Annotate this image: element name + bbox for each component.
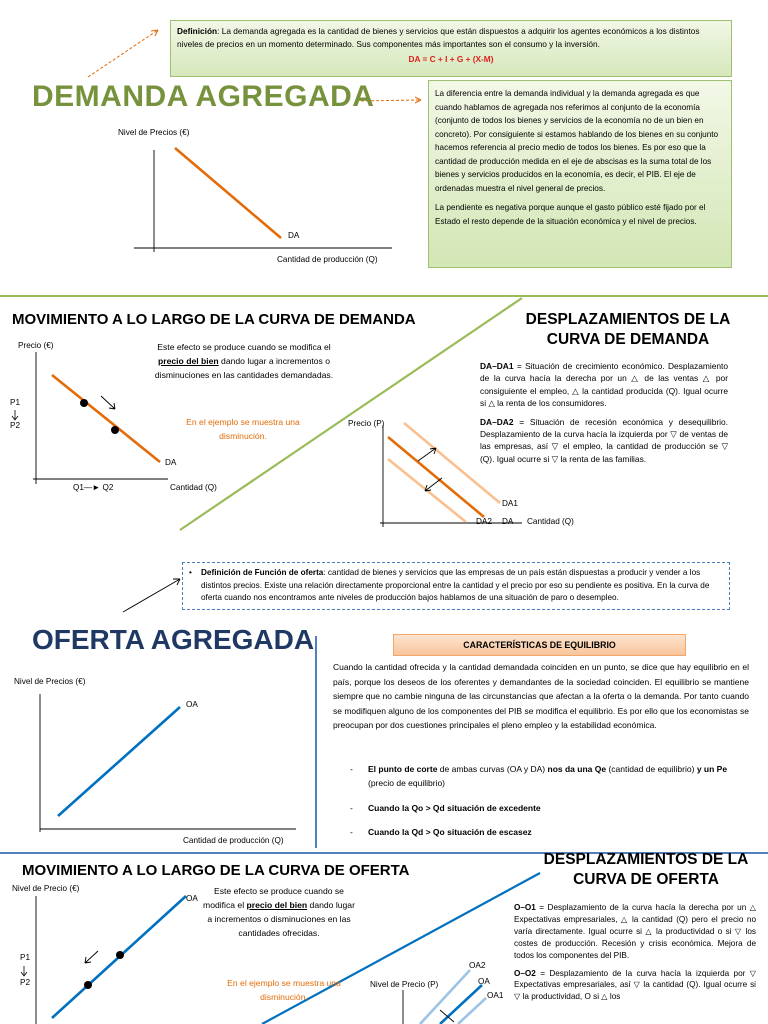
desp-oa1-label: OA1 xyxy=(487,991,504,1000)
oa-graph-xlabel: Cantidad de producción (Q) xyxy=(183,836,284,845)
mov-oferta-title: MOVIMIENTO A LO LARGO DE LA CURVA DE OFERTA xyxy=(22,862,410,879)
mov-demanda-example: En el ejemplo se muestra una disminución. xyxy=(186,417,300,441)
mov-demanda-explanation xyxy=(150,340,338,382)
equilibrio-item-2-text: Cuando la Qo > Qd situación de excedente xyxy=(368,803,541,813)
equilibrio-heading: CARACTERÍSTICAS DE EQUILIBRIO xyxy=(393,634,686,656)
mov-oa-movement-arrow xyxy=(85,951,98,963)
desp-da-arrow-1 xyxy=(418,448,436,461)
desp-o2-text: = Desplazamiento de la curva hacía la izquierda por ▽ Expectativas empresariales, así ▽ la cantidad (Q). Igual ocurre si ▽ la productividad, O si △ los xyxy=(514,968,756,1002)
equilibrio-item-1-a: El punto de corte xyxy=(368,764,438,774)
oferta-agregada-title: OFERTA AGREGADA xyxy=(32,624,315,655)
desp-da-arrow-2 xyxy=(425,478,442,491)
desp-oa-ylabel: Nivel de Precio (P) xyxy=(370,980,439,989)
connector-arrow-top xyxy=(88,30,158,77)
demanda-definition-box xyxy=(170,20,732,77)
desp-da1-label: DA–DA1 xyxy=(480,361,514,371)
equilibrio-item-1-c: nos da una Qe xyxy=(547,764,607,774)
mov-oa-p1: P1 xyxy=(20,953,31,962)
equilibrio-item-1-d: (cantidad de equilibrio) xyxy=(606,764,697,774)
desp-o2-paragraph xyxy=(514,968,756,1004)
desp-oferta-text xyxy=(514,902,756,1009)
desp-o1-text: = Desplazamiento de la curva hacía la derecha por un △ Expectativas empresariales, △ la cantidad (Q) pero el precio no varía directamente. Igual ocurre si △ la productividad o si ▽ los costes de producción. Recesión y crisis económica. Mejora de todos los componentes del PIB. xyxy=(514,903,756,960)
demanda-formula: DA = C + I + G + (X-M) xyxy=(408,54,494,64)
desp-da-ylabel: Precio (P) xyxy=(348,419,385,428)
oa-graph-ylabel: Nivel de Precios (€) xyxy=(14,677,86,686)
dash-icon: - xyxy=(350,764,353,774)
desp-da2-label-graph: DA2 xyxy=(476,517,492,526)
mov-da-xlabel: Cantidad (Q) xyxy=(170,483,217,492)
desp-oa2-curve xyxy=(420,970,470,1024)
oa-graph-curve-label: OA xyxy=(186,700,198,709)
mov-oa-curve-label: OA xyxy=(186,894,198,903)
mov-da-curve xyxy=(52,375,160,462)
desp-oferta-title: DESPLAZAMIENTOS DE LA CURVA DE OFERTA xyxy=(543,851,749,888)
da-curve xyxy=(175,148,281,238)
desp-o2-label: O–O2 xyxy=(514,968,536,978)
desp-oa-label: OA xyxy=(478,977,490,986)
p1-p2-arrow xyxy=(12,410,18,420)
mov-da-curve-label: DA xyxy=(165,458,177,467)
mov-demanda-text-b: precio del bien xyxy=(158,356,219,366)
mov-da-p1: P1 xyxy=(10,398,21,407)
mov-da-p2: P2 xyxy=(10,421,21,430)
desp-da-xlabel: Cantidad (Q) xyxy=(527,517,574,526)
da-graph-ylabel: Nivel de Precios (€) xyxy=(118,128,190,137)
desp-demanda-text xyxy=(480,360,728,471)
dash-icon: - xyxy=(350,803,353,813)
mov-da-xq: Q1—► Q2 xyxy=(73,483,114,492)
equilibrio-text: Cuando la cantidad ofrecida y la cantidad demandada coinciden en un punto, se dice que hay equilibrio en el país, porque los deseos de los oferentes y demandantes de la sociedad coinciden. El equilibrio se mantiene siempre que no cambie ninguna de las circunstancias que afectan a la oferta o la demanda. Por tanto cuando se modifiquen alguno de los componentes del PIB se modifica el equilibrio. Es por ello que los economistas se preocupan por dos cuestiones principales el pleno empleo y la estabilidad económica. xyxy=(333,662,749,731)
mov-da-ylabel: Precio (€) xyxy=(18,341,54,350)
mov-oa-point-1 xyxy=(116,951,124,959)
equilibrio-item-2 xyxy=(350,801,750,817)
desp-da2-text: = Situación de recesión económica y desequilibrio. Desplazamiento de la curva hacía la izquierda por ▽ de ventas de las empresas, así ▽ el empleo, la cantidad de producción se ▽ (Q). Igual ocurre si ▽ la renta de las familias. xyxy=(480,416,728,464)
oa-curve xyxy=(58,707,180,816)
desp-da2-paragraph xyxy=(480,416,728,466)
equilibrio-item-1-text xyxy=(368,762,748,790)
green-divider-diagonal xyxy=(180,298,522,530)
mov-oferta-example: En el ejemplo se muestra una disminución. xyxy=(227,978,341,1002)
da-graph-curve-label: DA xyxy=(288,231,300,240)
desp-da1-label-graph: DA1 xyxy=(502,499,518,508)
oferta-definition-text: : cantidad de bienes y servicios que las empresas de un país están dispuestas a producir y vender a los distintos precios. Existe una relación directamente proporcional entre la cantidad y el precio por eso su pendiente es positiva. En la curva de oferta cuando nos encontramos ante niveles de producción bajos hablamos de una situación de paro o desempleo. xyxy=(201,568,710,602)
desp-demanda-title: DESPLAZAMIENTOS DE LA CURVA DE DEMANDA xyxy=(525,311,731,348)
bullet-icon: • xyxy=(189,568,192,577)
desp-oa2-label: OA2 xyxy=(469,961,486,970)
desp-da1-text: = Situación de crecimiento económico. Desplazamiento de la curva hacía la derecha por un △ de las ventas △ por consiguiente el empleo, △ la cantidad producida (Q). Igual ocurre si △ la renta de los consumidores. xyxy=(480,361,728,409)
mov-demanda-text-a: Este efecto se produce cuando se modifica el xyxy=(157,342,331,352)
demanda-difference-paragraph-1: La diferencia entre la demanda individual y la demanda agregada es que cuando hablamos de agregada nos referimos al conjunto de la economía (conjunto de todos los bienes y servicios de la economía no de un bien en concreto). Por consiguiente si estamos hablando de los bienes en su conjunto hacemos referencia al precio medio de todos los bienes. Es por eso que la cantidad de producción medida en el eje de abscisas es la suma total de los bienes y servicios producidos en la economía, es decir, el PIB. El eje de ordenadas muestra el nivel general de precios. xyxy=(435,89,719,193)
mov-demanda-title: MOVIMIENTO A LO LARGO DE LA CURVA DE DEMANDA xyxy=(12,311,416,328)
mov-oa-point-2 xyxy=(84,981,92,989)
desp-o1-paragraph xyxy=(514,902,756,962)
demanda-definition-text: : La demanda agregada es la cantidad de bienes y servicios que están dispuestos a adquirir los agentes económicos a los distintos niveles de precios en un momento determinado. Sus componentes más importantes son el consumo y la inversión. xyxy=(177,26,700,49)
demanda-agregada-title: DEMANDA AGREGADA xyxy=(32,80,375,113)
equilibrio-item-1 xyxy=(350,762,750,792)
desp-oa-curve xyxy=(440,985,482,1024)
oferta-def-arrow xyxy=(123,579,180,612)
oferta-definition-label: Definición de Función de oferta xyxy=(201,568,324,577)
desp-da-label-graph: DA xyxy=(502,517,514,526)
mov-da-movement-arrow xyxy=(101,396,115,409)
p1-p2-arrow-oferta xyxy=(21,966,27,976)
mov-oferta-explanation xyxy=(200,884,358,940)
desp-da2-label: DA–DA2 xyxy=(480,416,514,427)
equilibrio-item-1-b: de ambas curvas (OA y DA) xyxy=(437,764,548,774)
demanda-difference-box xyxy=(428,80,732,268)
da-graph-xlabel: Cantidad de producción (Q) xyxy=(277,255,378,264)
mov-da-point-2 xyxy=(111,426,119,434)
mov-oferta-text-c: dando lugar a incrementos o disminuciones en las cantidades ofrecidas. xyxy=(207,900,355,938)
mov-demanda-text-c: dando lugar a incrementos o disminuciones en las cantidades demandadas. xyxy=(154,356,334,380)
mov-da-point-1 xyxy=(80,399,88,407)
demanda-definition-label: Definición xyxy=(177,26,218,36)
desp-o1-label: O–O1 xyxy=(514,903,536,912)
equilibrio-item-1-e: y un Pe xyxy=(696,764,728,774)
demanda-difference-paragraph-2: La pendiente es negativa porque aunque el gasto público esté fijado por el Estado el resto depende de la situación económica y el nivel de precios. xyxy=(435,203,706,226)
mov-oferta-text-a: Este efecto se produce cuando se modifica el xyxy=(203,886,344,910)
mov-oa-ylabel: Nivel de Precio (€) xyxy=(12,884,80,893)
oferta-definition-box xyxy=(182,562,730,610)
dash-icon: - xyxy=(350,827,353,837)
equilibrio-item-3-text: Cuando la Qd > Qo situación de escasez xyxy=(368,827,532,837)
equilibrio-item-1-f: (precio de equilibrio) xyxy=(368,778,446,788)
desp-da1-paragraph xyxy=(480,360,728,410)
mov-oa-p2: P2 xyxy=(20,978,31,987)
equilibrio-item-3 xyxy=(350,825,750,841)
mov-oferta-text-b: precio del bien xyxy=(246,900,308,910)
